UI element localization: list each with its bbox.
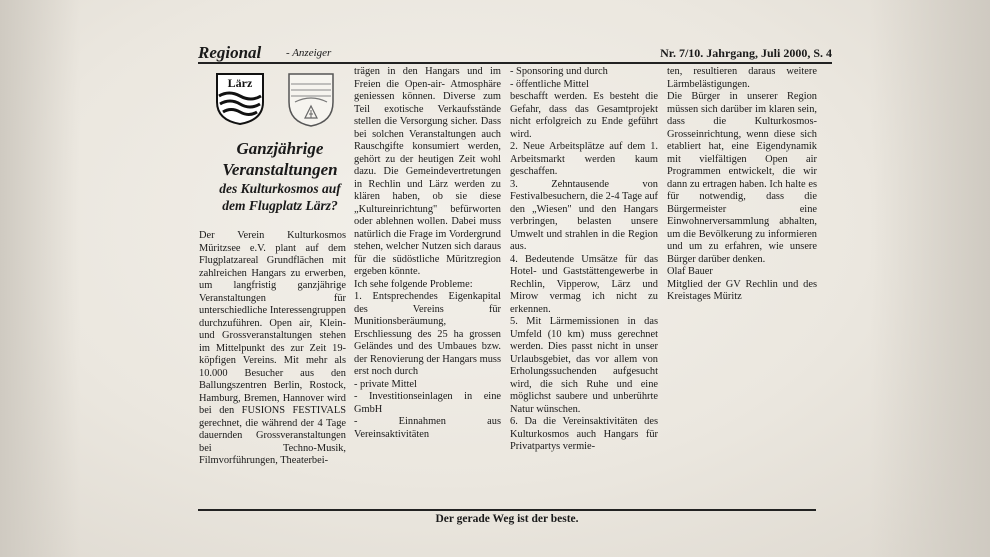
article-column-1 [199, 230, 346, 468]
column-2-paragraph: - Einnahmen aus Vereinsaktivitäten [354, 416, 501, 440]
column-3-paragraph: 3. Zehntausende von Festivalbesuchern, die 2-4 Tage auf den „Wiesen" und den Hangars verbringen, belasten unsere Umwelt und strahlen in die Region aus. [510, 178, 658, 252]
column-3-paragraph: beschafft werden. Es besteht die Gefahr, dass das Gesamtprojekt nicht erfolgreich zu Ende geführt wird. [510, 91, 658, 140]
column-3-paragraph: 6. Da die Vereinsaktivitäten des Kulturkosmos auch Hangars für Privatpartys vermie- [510, 416, 658, 452]
column-2-paragraph: trägen in den Hangars und im Freien die Open-air- Atmosphäre geniessen können. Diverse zum Teil exotische Verkaufsstände stellen die Versorgung sicher. Dass bei solchen Veranstaltungen auch Rauschgifte konsumiert werden, gehört zu der heutigen Zeit wohl dazu. Die Gemeindevertretungen in Rechlin und Lärz werden zu klären haben, ob sie diese „Kultureinrichtung" befürworten oder ablehnen wollen. Dabei muss natürlich die Frage im Vordergrund stehen, welcher Nutzen sich daraus für die südöstliche Müritzregion ergeben könnte. [354, 66, 501, 277]
column-3-paragraph: - öffentliche Mittel [510, 78, 589, 90]
larz-coat-of-arms-icon [215, 72, 265, 126]
rechlin-coat-of-arms-icon [287, 72, 335, 128]
column-2-paragraph: Ich sehe folgende Probleme: [354, 278, 473, 290]
headline-line-4: dem Flugplatz Lärz? [222, 198, 338, 213]
column-2-paragraph: - private Mittel [354, 378, 417, 390]
headline-line-2: Veranstaltungen [222, 160, 338, 179]
column-3-paragraph: 2. Neue Arbeitsplätze auf dem 1. Arbeitsmarkt werden kaum geschaffen. [510, 141, 658, 177]
page-shadow-right [870, 0, 990, 557]
column-3-paragraph: 5. Mit Lärmemissionen in das Umfeld (10 km) muss gerechnet werden. Dies passt nicht in unser Urlaubsgebiet, das vor allem von Erholungssuchenden aufgesucht wird, die sich Ruhe und eine möglichst saubere und unberührte Natur wünschen. [510, 316, 658, 415]
article-column-2 [354, 66, 501, 441]
headline-line-1: Ganzjährige [236, 139, 324, 158]
masthead-brand: Regional [198, 43, 262, 62]
footer-slogan: Der gerade Weg ist der beste. [435, 513, 579, 525]
column-3-paragraph: 4. Bedeutende Umsätze für das Hotel- und Gaststättengewerbe in Rechlin, Vipperow, Lärz und Mirow vermag ich nicht zu erkennen. [510, 253, 658, 315]
article-column-3 [510, 66, 658, 454]
author-name: Olaf Bauer [667, 266, 713, 277]
column-1-text: Der Verein Kulturkosmos Müritzsee e.V. plant auf dem Flugplatzareal Grundflächen mit zahlreichen Hangars zu erwerben, um langfristig ganzjährige Veranstaltungen für unterschiedliche Interessengruppen durchzuführen. Open air, Klein- und Grossveranstaltungen stehen im Mittelpunkt des zur Zeit 19-köpfigen Vereins. Mit mehr als 10.000 Besucher aus den Ballungszentren Berlin, Rostock, Hamburg, Bremen, Hannover wird bei den FUSIONS FESTIVALS gerechnet, die während der 4 Tage dauernden Grossveranstaltungen bei Techno-Musik, Filmvorführungen, Theaterbei- [199, 230, 346, 466]
masthead [198, 44, 832, 64]
article-column-4 [667, 66, 817, 304]
bottom-rule [198, 509, 816, 511]
larz-logo-text: Lärz [227, 76, 253, 90]
column-2-paragraph: 1. Entsprechendes Eigenkapital des Vereins für Munitionsberäumung, Erschliessung des 25 ha grossen Geländes und des Umbaues bzw. der Renovierung der Hangars muss erst noch durch [354, 291, 501, 377]
headline-line-3: des Kulturkosmos auf [219, 181, 341, 196]
page-shadow-left [0, 0, 80, 557]
author-affiliation: Mitglied der GV Rechlin und des Kreistages Müritz [667, 278, 817, 302]
column-4-paragraph: Die Bürger in unserer Region müssen sich darüber im klaren sein, dass die Kulturkosmos-Grosseinrichtung, wenn diese sich etabliert hat, eine Eigendynamik mit vielfältigen Open air Programmen entwickelt, die wir dann zu ertragen haben. Ich halte es für notwendig, dass die Bürgermeister eine Einwohnerversammlung abhalten, um die Bevölkerung zu informieren und um zu erfahren, wie unsere Bürger darüber denken. [667, 91, 817, 265]
masthead-issue: Nr. 7/10. Jahrgang, Juli 2000, S. 4 [660, 46, 832, 60]
column-4-paragraph: ten, resultieren daraus weitere Lärmbelästigungen. [667, 66, 817, 90]
masthead-brand-sub: - Anzeiger [286, 47, 332, 59]
column-3-paragraph: - Sponsoring und durch [510, 66, 608, 77]
column-2-paragraph: - Investitionseinlagen in eine GmbH [354, 391, 501, 415]
top-rule [198, 62, 832, 64]
article-headline [200, 138, 360, 214]
